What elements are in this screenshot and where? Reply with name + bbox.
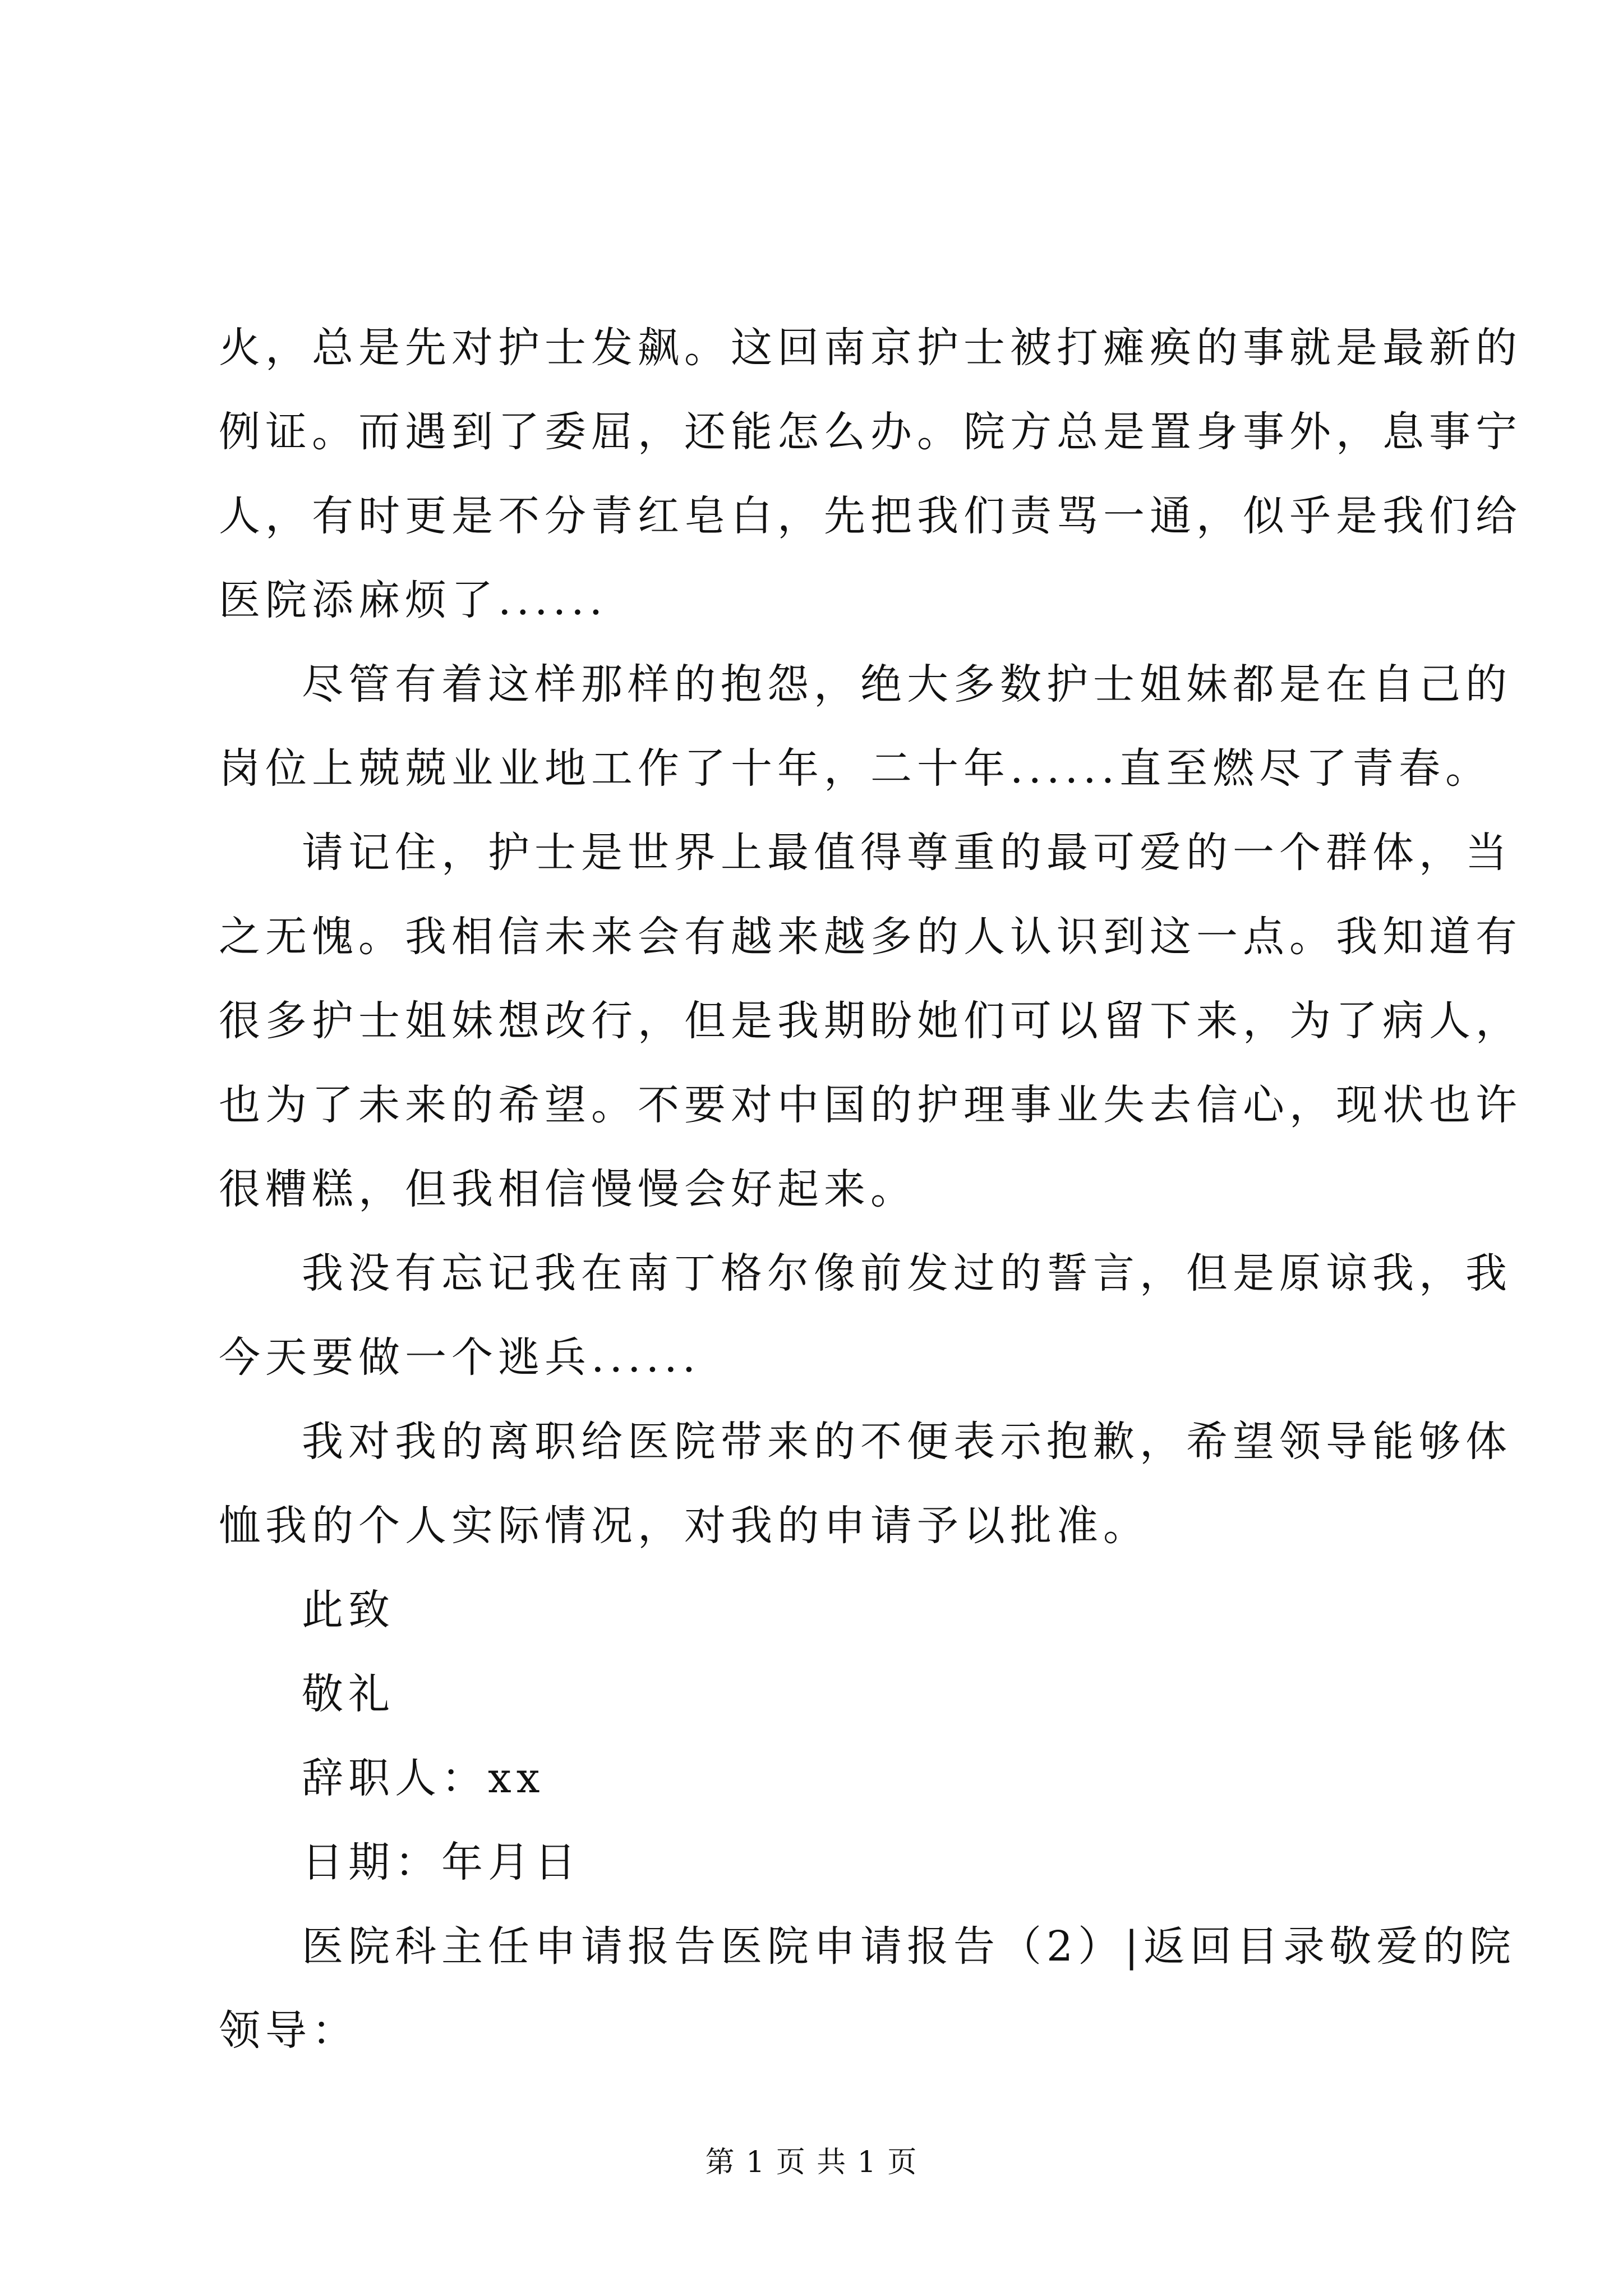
paragraph-start-line: 我没有忘记我在南丁格尔像前发过的誓言，但是原谅我，我 xyxy=(302,1249,1512,1297)
signature-line: 辞职人：xx xyxy=(302,1754,545,1802)
closing-regards: 敬礼 xyxy=(302,1670,395,1718)
text-line: 领导： xyxy=(219,2007,358,2055)
paragraph-start-line: 医院科主任申请报告医院申请报告（2）|返回目录敬爱的院 xyxy=(302,1922,1516,1971)
text-line: 火，总是先对护士发飙。这回南京护士被打瘫痪的事就是最新的 xyxy=(219,324,1522,372)
text-line: 之无愧。我相信未来会有越来越多的人认识到这一点。我知道有 xyxy=(219,913,1522,961)
text-line: 很多护士姐妹想改行，但是我期盼她们可以留下来，为了病人， xyxy=(219,997,1522,1045)
closing-salutation: 此致 xyxy=(302,1586,395,1634)
page-number-footer: 第 1 页 共 1 页 xyxy=(705,2146,918,2179)
text-line: 例证。而遇到了委屈，还能怎么办。院方总是置身事外，息事宁 xyxy=(219,408,1522,456)
text-line: 岗位上兢兢业业地工作了十年，二十年......直至燃尽了青春。 xyxy=(219,744,1492,793)
paragraph-start-line: 我对我的离职给医院带来的不便表示抱歉，希望领导能够体 xyxy=(302,1418,1512,1466)
text-line: 很糟糕，但我相信慢慢会好起来。 xyxy=(219,1165,917,1213)
text-line: 人，有时更是不分青红皂白，先把我们责骂一通，似乎是我们给 xyxy=(219,492,1522,540)
text-line: 恤我的个人实际情况，对我的申请予以批准。 xyxy=(219,1502,1150,1550)
text-line: 今天要做一个逃兵...... xyxy=(219,1333,701,1382)
paragraph-start-line: 请记住，护士是世界上最值得尊重的最可爱的一个群体，当 xyxy=(302,829,1512,877)
document-body xyxy=(219,306,1522,2073)
date-line: 日期：年月日 xyxy=(302,1838,581,1887)
text-line: 也为了未来的希望。不要对中国的护理事业失去信心，现状也许 xyxy=(219,1081,1522,1129)
paragraph-start-line: 尽管有着这样那样的抱怨，绝大多数护士姐妹都是在自己的 xyxy=(302,660,1512,708)
text-line: 医院添麻烦了...... xyxy=(219,576,608,624)
